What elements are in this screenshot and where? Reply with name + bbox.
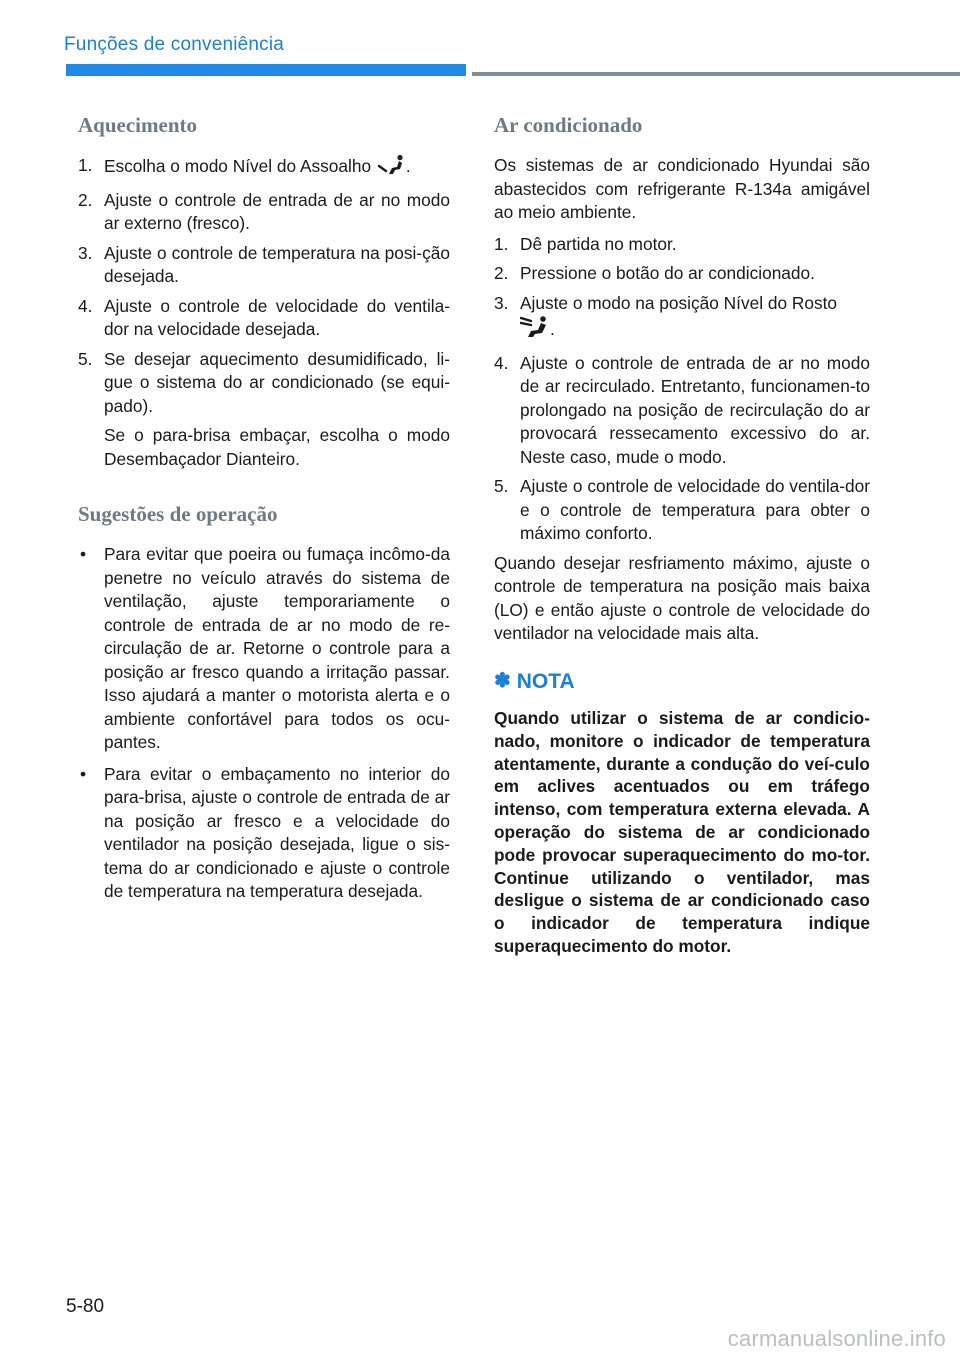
tips-heading: Sugestões de operação bbox=[78, 502, 278, 526]
step-text: Se desejar aquecimento desumidificado, li-gue o sistema do ar condicionado (se equi-pado). bbox=[104, 348, 450, 416]
bullet-text: Para evitar o embaçamento no interior do para-brisa, ajuste o controle de entrada de ar na posição ar fresco e a velocidade do ventilador na posição desejada, ligue o sis-tema do ar condicionado e ajuste o controle de temperatura na temperatura desejada. bbox=[104, 763, 450, 901]
step-text: Ajuste o modo na posição Nível do Rosto bbox=[520, 292, 838, 313]
header-rule-blue bbox=[66, 64, 466, 76]
face-mode-icon bbox=[520, 315, 550, 346]
step-number: 4. bbox=[494, 352, 509, 373]
tips-bullet-1 bbox=[78, 543, 450, 755]
nota-body: Quando utilizar o sistema de ar condicio-nado, monitore o indicador de temperatura atentamente, durante a condução do veí-culo em aclives acentuados ou em tráfego intenso, com temperatura externa elevada. A operação do sistema de ar condicionado pode provocar superaquecimento do mo-tor. Continue utilizando o ventilador, mas desligue o sistema de ar condicionado caso o indicador de temperatura indique superaquecimento do motor. bbox=[494, 708, 870, 956]
step-number: 3. bbox=[494, 292, 509, 313]
watermark: carmanualsonline.info bbox=[727, 1326, 946, 1351]
step-number: 1. bbox=[494, 233, 509, 254]
ac-step-2 bbox=[494, 262, 870, 286]
step-text: Ajuste o controle de velocidade do ventila-dor e o controle de temperatura para obter o máximo conforto. bbox=[520, 476, 870, 543]
heating-note: Se o para-brisa embaçar, escolha o modo Desembaçador Dianteiro. bbox=[104, 425, 450, 469]
ac-intro: Os sistemas de ar condicionado Hyundai são abastecidos com refrigerante R-134a amigável ao meio ambiente. bbox=[494, 155, 870, 222]
step-number: 5. bbox=[78, 348, 93, 369]
bullet-dot: • bbox=[80, 544, 87, 564]
step-number: 4. bbox=[78, 295, 93, 316]
bullet-text: Para evitar que poeira ou fumaça incômo-da penetre no veículo através do sistema de ventilação, ajuste temporariamente o controle de entrada de ar no modo de re-circulação de ar. Retorne o controle para a posição ar fresco quando a irritação passar. Isso ajudará a manter o motorista alerta e o ambiente confortável para todos os ocu-pantes. bbox=[104, 544, 450, 752]
heating-step-3 bbox=[78, 242, 450, 289]
step-text: Ajuste o controle de velocidade do ventila-dor na velocidade desejada. bbox=[104, 295, 450, 339]
step-number: 3. bbox=[78, 242, 93, 263]
step-text: Pressione o botão do ar condicionado. bbox=[520, 263, 815, 283]
ac-step-5 bbox=[494, 475, 870, 546]
bullet-dot: • bbox=[80, 763, 87, 784]
step-text: Ajuste o controle de entrada de ar no modo ar externo (fresco). bbox=[104, 189, 450, 233]
heating-step-5 bbox=[78, 348, 450, 419]
nota-label: NOTA bbox=[516, 669, 575, 693]
nota-title bbox=[494, 670, 870, 694]
step-text: Escolha o modo Nível do Assoalho bbox=[104, 156, 372, 176]
header-rule-gray bbox=[472, 72, 960, 76]
step-text: Dê partida no motor. bbox=[520, 233, 677, 254]
step-text: Ajuste o controle de entrada de ar no modo de ar recirculado. Entretanto, funcionamen-to prolongado na posição de recirculação do ar provocará ressecamento excessivo do ar. Neste caso, mude o modo. bbox=[520, 352, 870, 467]
left-column bbox=[78, 112, 450, 912]
step-number: 2. bbox=[494, 263, 509, 283]
section-title: Funções de conveniência bbox=[64, 34, 285, 55]
heating-step-4 bbox=[78, 295, 450, 342]
floor-mode-icon bbox=[376, 154, 406, 183]
step-after: . bbox=[550, 319, 555, 339]
step-text: Ajuste o controle de temperatura na posi-ção desejada. bbox=[104, 242, 450, 286]
heating-heading: Aquecimento bbox=[78, 113, 197, 137]
ac-step-3 bbox=[494, 292, 870, 346]
step-number: 2. bbox=[78, 189, 93, 210]
step-number: 1. bbox=[78, 155, 93, 175]
tips-bullet-2 bbox=[78, 763, 450, 904]
ac-heading: Ar condicionado bbox=[494, 113, 643, 137]
ac-step-4 bbox=[494, 352, 870, 470]
heating-step-1 bbox=[78, 154, 450, 183]
ac-step-1 bbox=[494, 233, 870, 257]
ac-outro: Quando desejar resfriamento máximo, ajuste o controle de temperatura na posição mais baixa (LO) e então ajuste o controle de velocidade do ventilador na velocidade mais alta. bbox=[494, 552, 870, 643]
heating-step-2 bbox=[78, 189, 450, 236]
step-number: 5. bbox=[494, 476, 509, 496]
right-column bbox=[494, 112, 870, 958]
page-number: 5-80 bbox=[66, 1296, 105, 1317]
step-after: . bbox=[405, 156, 411, 176]
asterisk-icon: ✽ bbox=[494, 669, 511, 692]
